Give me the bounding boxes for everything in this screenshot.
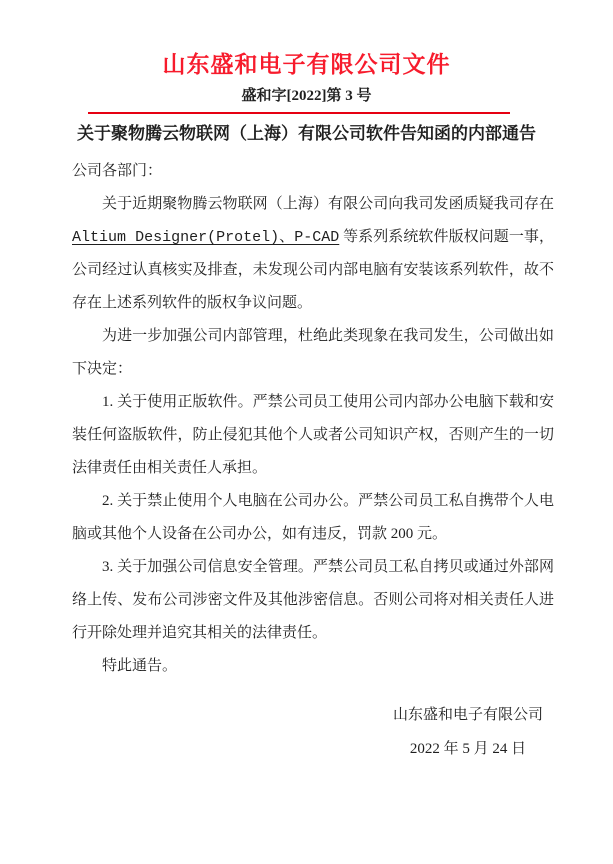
signature-date: 2022 年 5 月 24 日	[409, 740, 527, 757]
red-divider-line	[88, 112, 510, 114]
signature-block	[0, 698, 613, 766]
signature-company: 山东盛和电子有限公司	[392, 706, 543, 723]
document-subject-heading: 关于聚物腾云物联网（上海）有限公司软件告知函的内部通告	[77, 123, 536, 143]
paragraph-notice	[72, 188, 554, 320]
salutation: 公司各部门：	[72, 162, 163, 179]
decision-item-2: 2. 关于禁止使用个人电脑在公司办公。严禁公司员工私自携带个人电脑或其他个人设备在公司办公，如有违反，罚款 200 元。	[72, 492, 554, 542]
decision-item-3: 3. 关于加强公司信息安全管理。严禁公司员工私自拷贝或通过外部网络上传、发布公司涉密文件及其他涉密信息。否则公司将对相关责任人进行开除处理并追究其相关的法律责任。	[72, 558, 554, 641]
document-org-title: 山东盛和电子有限公司文件	[162, 51, 451, 77]
document-body	[72, 155, 554, 683]
closing-statement: 特此通告。	[102, 657, 178, 674]
signature-inner	[393, 698, 543, 766]
software-names-underlined: Altium Designer(Protel)、P-CAD	[72, 228, 340, 246]
paragraph-decision-intro: 为进一步加强公司内部管理，杜绝此类现象在我司发生，公司做出如下决定：	[72, 327, 554, 377]
doc-number: 盛和字[2022]第 3 号	[241, 87, 372, 104]
notice-pre-text: 关于近期聚物腾云物联网（上海）有限公司向我司发函质疑我司存在	[102, 195, 554, 212]
notice-post-text: 等系列系统软件版权问题一事，公司经过认真核实及排查，未发现公司内部电脑有安装该系列软件，故不存在上述系列软件的版权争议问题。	[72, 228, 554, 311]
decision-item-1: 1. 关于使用正版软件。严禁公司员工使用公司内部办公电脑下载和安装任何盗版软件，防止侵犯其他个人或者公司知识产权，否则产生的一切法律责任由相关责任人承担。	[72, 393, 554, 476]
